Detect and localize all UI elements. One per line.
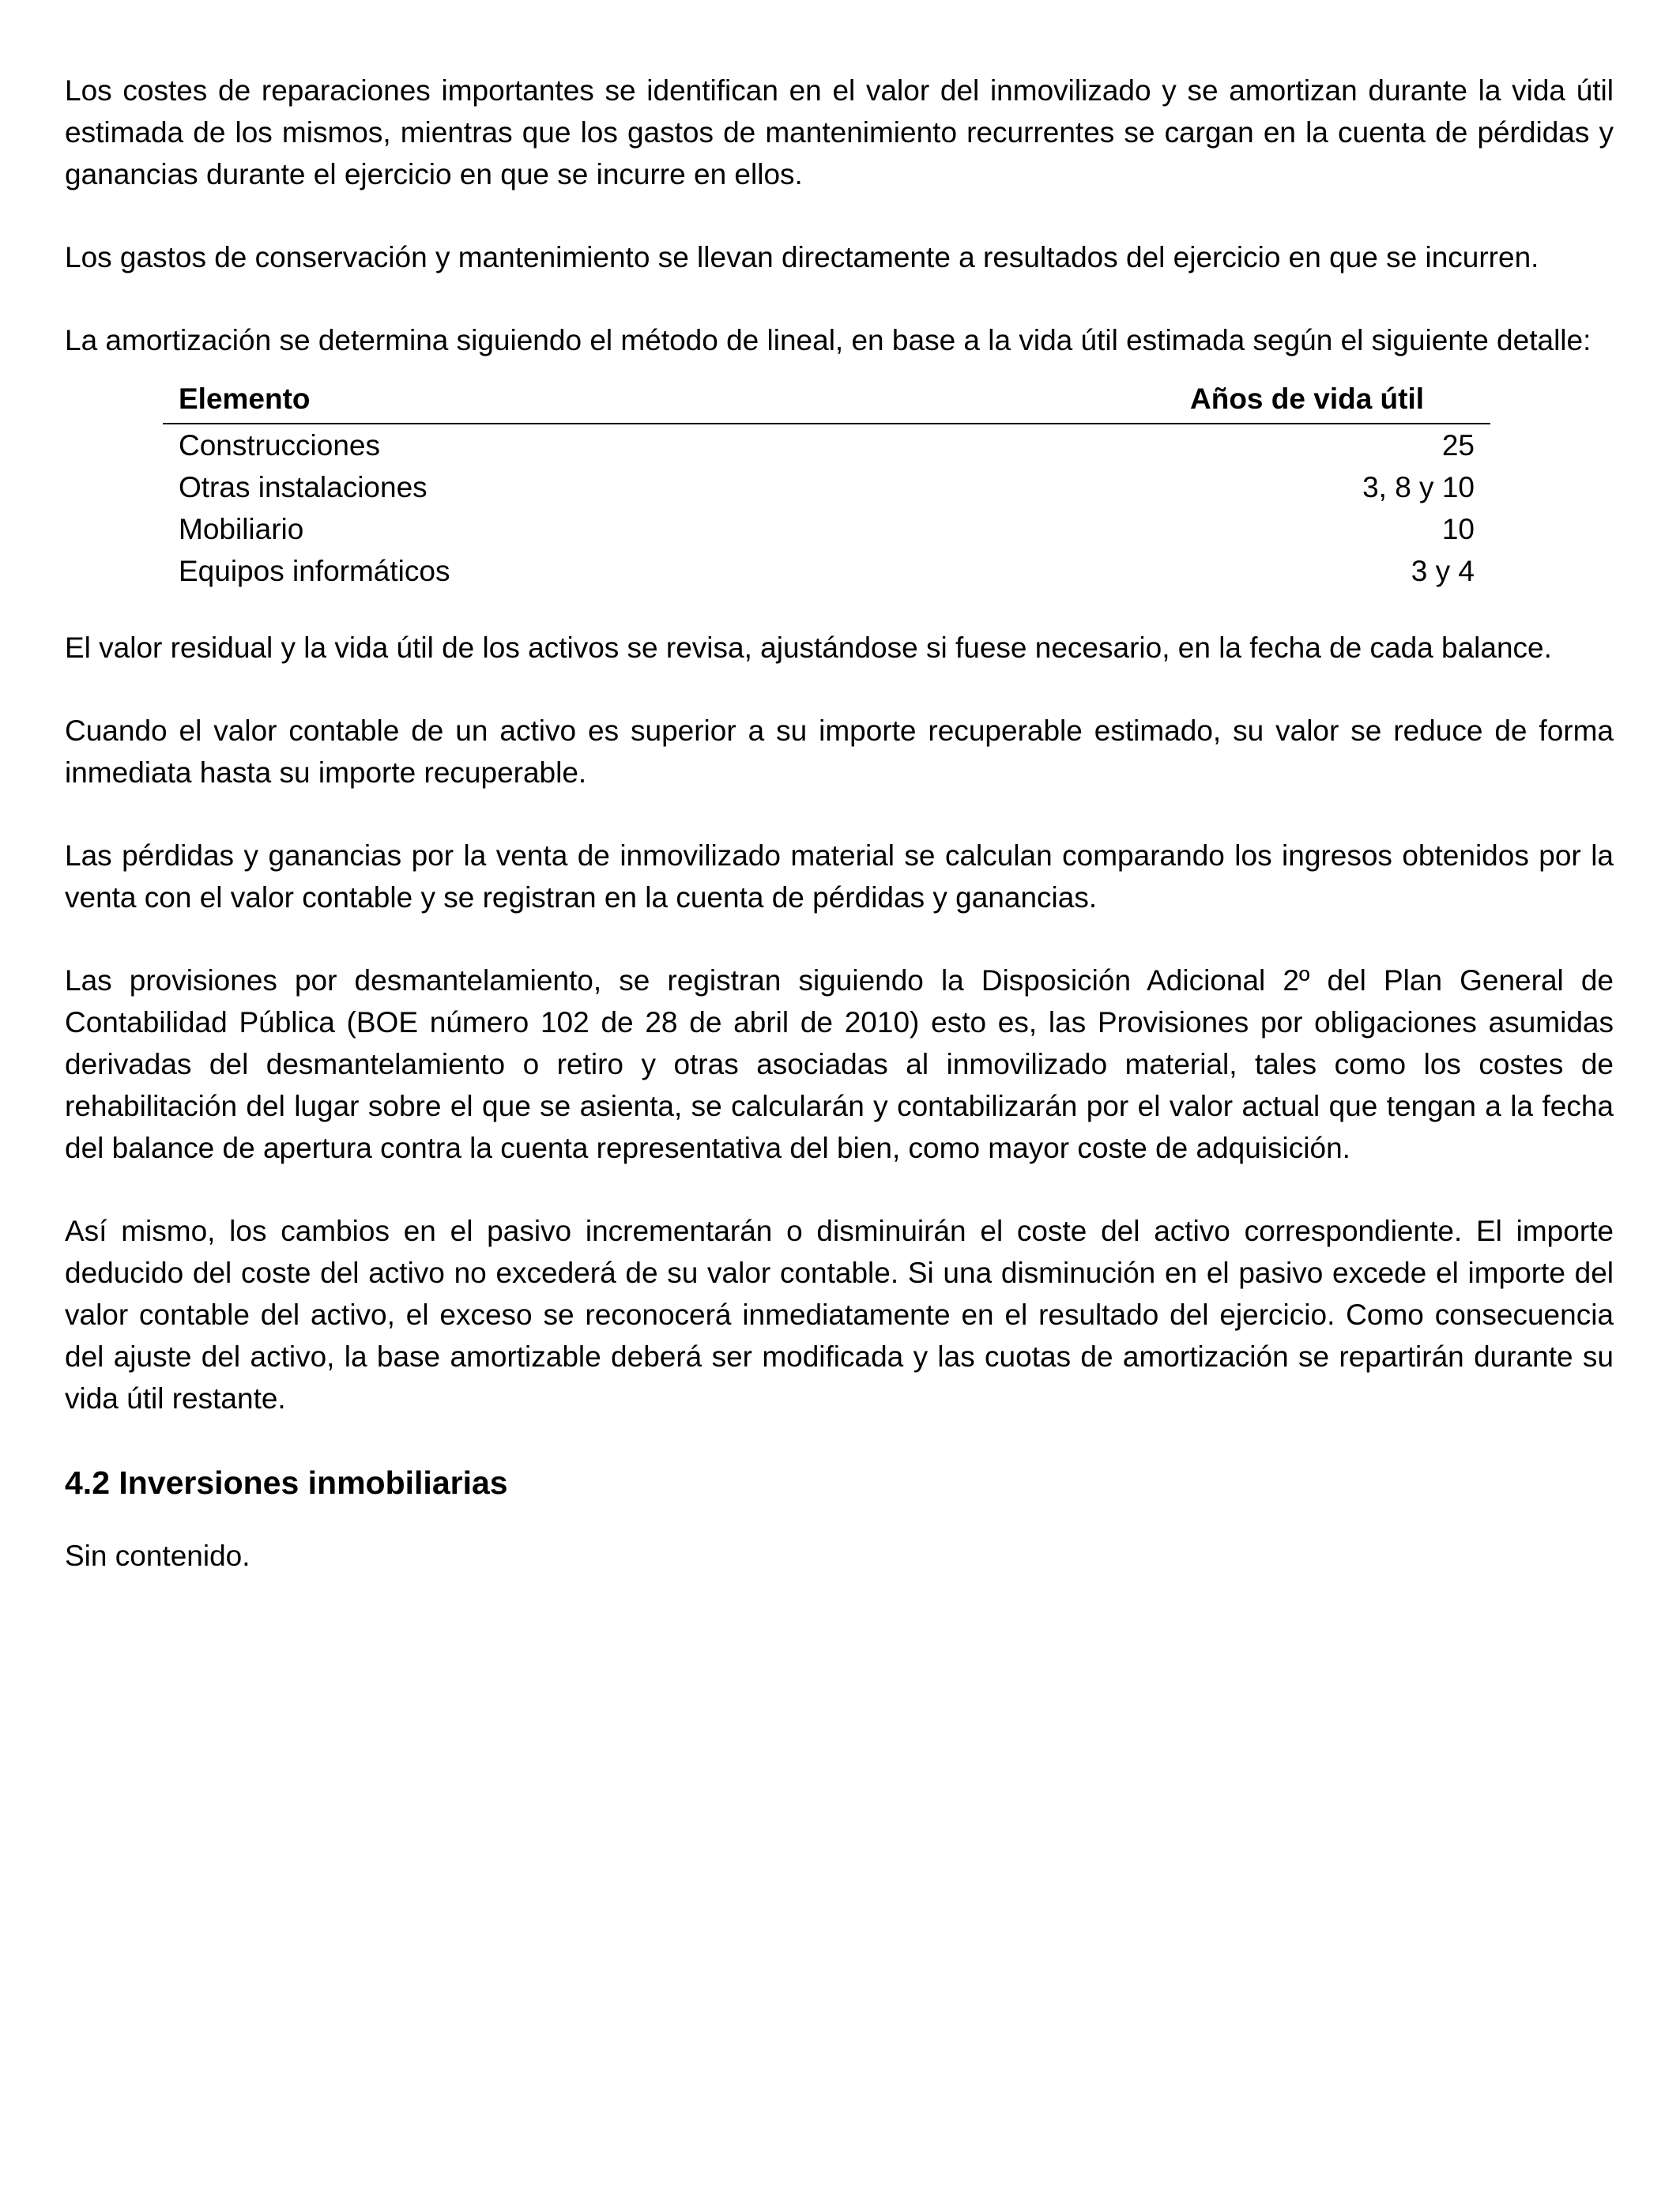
paragraph-residual-value: El valor residual y la vida útil de los activos se revisa, ajustándose si fuese necesario, en la fecha de cada balance. xyxy=(65,631,1552,664)
table-row xyxy=(163,466,1490,508)
table-row xyxy=(163,550,1490,592)
table-row xyxy=(163,508,1490,550)
paragraph-depreciation: La amortización se determina siguiendo el método de lineal, en base a la vida útil estimada según el siguiente detalle: xyxy=(65,324,1591,356)
row-element: Otras instalaciones xyxy=(179,470,428,503)
row-years: 3, 8 y 10 xyxy=(1362,470,1475,503)
section-content: Sin contenido. xyxy=(65,1540,250,1572)
paragraph-impairment: Cuando el valor contable de un activo es superior a su importe recuperable estimado, su valor se reduce de forma inmediata hasta su importe recuperable. xyxy=(65,714,1614,789)
useful-life-table xyxy=(163,379,1490,592)
row-years: 3 y 4 xyxy=(1411,554,1475,587)
row-element: Mobiliario xyxy=(179,512,304,545)
document-page xyxy=(65,70,1614,1577)
table-row xyxy=(163,424,1490,466)
header-element: Elemento xyxy=(163,379,1190,424)
paragraph-conservation: Los gastos de conservación y mantenimiento se llevan directamente a resultados del ejercicio en que se incurren. xyxy=(65,241,1539,273)
useful-life-table-wrapper xyxy=(65,379,1490,592)
row-years: 10 xyxy=(1441,512,1475,545)
row-years: 25 xyxy=(1441,428,1475,462)
row-element: Equipos informáticos xyxy=(179,554,450,587)
header-years: Años de vida útil xyxy=(1190,379,1490,424)
paragraph-dismantling-provisions: Las provisiones por desmantelamiento, se registran siguiendo la Disposición Adicional 2º del Plan General de Contabilidad Pública (BOE número 102 de 28 de abril de 2010) esto es, las Provisiones por obligaciones asumidas derivadas del desmantelamiento o retiro y otras asociadas al inmovilizado material, tales como los costes de rehabilitación del lugar sobre el que se asienta, se calcularán y contabilizarán por el valor actual que tengan a la fecha del balance de apertura contra la cuenta representativa del bien, como mayor coste de adquisición. xyxy=(65,964,1614,1164)
paragraph-sale-gains: Las pérdidas y ganancias por la venta de inmovilizado material se calculan comparando los ingresos obtenidos por la venta con el valor contable y se registran en la cuenta de pérdidas y ganancias. xyxy=(65,839,1614,914)
section-heading: 4.2 Inversiones inmobiliarias xyxy=(65,1465,508,1501)
table-header-row xyxy=(163,379,1490,424)
row-element: Construcciones xyxy=(179,428,381,462)
paragraph-repairs: Los costes de reparaciones importantes se identifican en el valor del inmovilizado y se amortizan durante la vida útil estimada de los mismos, mientras que los gastos de mantenimiento recurrentes se cargan en la cuenta de pérdidas y ganancias durante el ejercicio en que se incurre en ellos. xyxy=(65,74,1614,190)
paragraph-liability-changes: Así mismo, los cambios en el pasivo incrementarán o disminuirán el coste del activo correspondiente. El importe deducido del coste del activo no excederá de su valor contable. Si una disminución en el pasivo excede el importe del valor contable del activo, el exceso se reconocerá inmediatamente en el resultado del ejercicio. Como consecuencia del ajuste del activo, la base amortizable deberá ser modificada y las cuotas de amortización se repartirán durante su vida útil restante. xyxy=(65,1215,1614,1415)
